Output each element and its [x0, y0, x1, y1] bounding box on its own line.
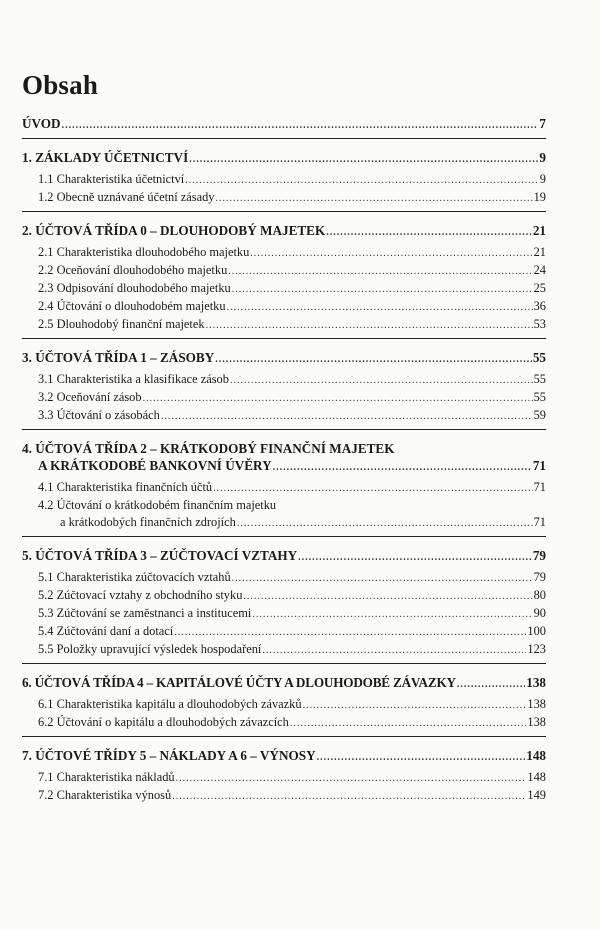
toc-item-2-3[interactable] [22, 280, 546, 298]
toc-item-5-3[interactable] [22, 605, 546, 623]
toc-item-2-2[interactable] [22, 262, 546, 280]
toc-chapter-page: 21 [532, 223, 546, 238]
toc-item-page: 123 [527, 642, 546, 656]
toc-item-page: 25 [533, 281, 546, 295]
dot-leader [213, 480, 533, 497]
toc-item-page: 36 [533, 299, 546, 313]
dot-leader [143, 390, 533, 407]
toc-item-6-1[interactable] [22, 696, 546, 714]
dot-leader [252, 606, 532, 623]
toc-item-label: 2.2 Oceňování dlouhodobého majetku [38, 263, 228, 277]
toc-item-page: 71 [533, 480, 546, 494]
toc-item-7-1[interactable] [22, 769, 546, 787]
toc-chapter-label: 5. ÚČTOVÁ TŘÍDA 3 – ZÚČTOVACÍ VZTAHY [22, 548, 298, 563]
toc-item-label: 5.1 Charakteristika zúčtovacích vztahů [38, 570, 231, 584]
toc-item-page: 55 [533, 390, 546, 404]
toc-chapter-page: 138 [526, 675, 546, 690]
toc-chapter-3[interactable] [22, 349, 546, 368]
dot-leader [185, 172, 539, 189]
toc-item-label: 5.2 Zúčtovací vztahy z obchodního styku [38, 588, 243, 602]
table-of-contents [22, 115, 546, 805]
dot-leader [262, 642, 526, 659]
dot-leader [206, 317, 533, 334]
toc-chapter-page: 148 [526, 748, 546, 763]
toc-chapter-page: 55 [532, 350, 546, 365]
toc-item-label: 5.3 Zúčtování se zaměstnanci a institucemi [38, 606, 252, 620]
toc-item-page: 71 [533, 515, 546, 529]
toc-item-5-1[interactable] [22, 569, 546, 587]
dot-leader [326, 224, 532, 241]
toc-item-4-2[interactable] [22, 514, 546, 532]
toc-chapter-label: 7. ÚČTOVÉ TŘÍDY 5 – NÁKLADY A 6 – VÝNOSY [22, 748, 316, 763]
page-title: Obsah [22, 70, 99, 100]
toc-entry-label: ÚVOD [22, 116, 61, 131]
toc-item-label: 1.1 Charakteristika účetnictví [38, 172, 185, 186]
toc-chapter-label: 6. ÚČTOVÁ TŘÍDA 4 – KAPITÁLOVÉ ÚČTY A DLOUHODOBÉ ZÁVAZKY [22, 675, 456, 690]
toc-item-label: 3.2 Oceňování zásob [38, 390, 142, 404]
toc-item-page: 100 [527, 624, 546, 638]
toc-chapter-page: 79 [532, 548, 546, 563]
dot-leader [230, 372, 533, 389]
dot-leader [228, 263, 532, 280]
toc-item-page: 80 [533, 588, 546, 602]
toc-chapter-5[interactable] [22, 547, 546, 566]
toc-item-label: 5.5 Položky upravující výsledek hospodaření [38, 642, 262, 656]
toc-item-label: 2.1 Charakteristika dlouhodobého majetku [38, 245, 250, 259]
toc-item-2-5[interactable] [22, 316, 546, 334]
divider [22, 211, 546, 212]
toc-item-label: 3.3 Účtování o zásobách [38, 408, 160, 422]
toc-item-5-5[interactable] [22, 641, 546, 659]
toc-item-label: 2.3 Odpisování dlouhodobého majetku [38, 281, 231, 295]
toc-item-6-2[interactable] [22, 714, 546, 732]
toc-item-label: a krátkodobých finančních zdrojích [60, 515, 236, 529]
toc-item-3-2[interactable] [22, 389, 546, 407]
toc-item-label: 2.4 Účtování o dlouhodobém majetku [38, 299, 226, 313]
toc-item-page: 138 [527, 697, 546, 711]
dot-leader [273, 459, 532, 476]
toc-chapter-4-line1[interactable]: 4. ÚČTOVÁ TŘÍDA 2 – KRÁTKODOBÝ FINANČNÍ MAJETEK [22, 441, 395, 456]
toc-item-3-3[interactable] [22, 407, 546, 425]
toc-item-label: 1.2 Obecně uznávané účetní zásady [38, 190, 215, 204]
toc-item-label: 7.1 Charakteristika nákladů [38, 770, 175, 784]
dot-leader [317, 749, 526, 766]
toc-item-page: 59 [533, 408, 546, 422]
toc-entry-intro[interactable] [22, 115, 546, 134]
toc-item-page: 19 [533, 190, 546, 204]
toc-item-page: 24 [533, 263, 546, 277]
divider [22, 138, 546, 139]
dot-leader [227, 299, 533, 316]
toc-item-label: 4.1 Charakteristika finančních účtů [38, 480, 213, 494]
toc-item-label: 6.2 Účtování o kapitálu a dlouhodobých závazcích [38, 715, 289, 729]
toc-item-page: 90 [533, 606, 546, 620]
dot-leader [176, 770, 527, 787]
toc-item-1-2[interactable] [22, 189, 546, 207]
toc-chapter-page: 71 [532, 458, 546, 473]
toc-item-label: 5.4 Zúčtování daní a dotací [38, 624, 174, 638]
toc-item-2-4[interactable] [22, 298, 546, 316]
dot-leader [232, 281, 533, 298]
dot-leader [243, 588, 532, 605]
toc-item-5-4[interactable] [22, 623, 546, 641]
toc-item-1-1[interactable] [22, 171, 546, 189]
toc-item-3-1[interactable] [22, 371, 546, 389]
divider [22, 429, 546, 430]
toc-entry-page: 7 [539, 116, 546, 131]
toc-item-2-1[interactable] [22, 244, 546, 262]
dot-leader [290, 715, 527, 732]
toc-item-page: 138 [527, 715, 546, 729]
toc-chapter-7[interactable] [22, 747, 546, 766]
dot-leader [250, 245, 532, 262]
toc-item-page: 9 [539, 172, 546, 186]
toc-item-label: 3.1 Charakteristika a klasifikace zásob [38, 372, 229, 386]
toc-chapter-page: 9 [539, 150, 546, 165]
toc-item-page: 149 [527, 788, 546, 802]
toc-item-page: 148 [527, 770, 546, 784]
toc-chapter-6[interactable] [22, 674, 546, 693]
dot-leader [161, 408, 533, 425]
toc-chapter-1[interactable] [22, 149, 546, 168]
dot-leader [215, 190, 532, 207]
divider [22, 536, 546, 537]
toc-item-4-1[interactable] [22, 479, 546, 497]
dot-leader [172, 788, 526, 805]
dot-leader [62, 117, 539, 134]
divider [22, 663, 546, 664]
toc-chapter-label: 1. ZÁKLADY ÚČETNICTVÍ [22, 150, 189, 165]
dot-leader [189, 151, 538, 168]
divider [22, 736, 546, 737]
toc-item-page: 79 [533, 570, 546, 584]
toc-item-5-2[interactable] [22, 587, 546, 605]
toc-chapter-label: 2. ÚČTOVÁ TŘÍDA 0 – DLOUHODOBÝ MAJETEK [22, 223, 326, 238]
toc-item-label: 7.2 Charakteristika výnosů [38, 788, 172, 802]
toc-item-page: 55 [533, 372, 546, 386]
toc-chapter-label: A KRÁTKODOBÉ BANKOVNÍ ÚVĚRY [38, 458, 272, 473]
dot-leader [237, 515, 533, 532]
dot-leader [232, 570, 533, 587]
toc-item-7-2[interactable] [22, 787, 546, 805]
dot-leader [174, 624, 526, 641]
dot-leader [457, 676, 525, 693]
toc-item-label: 6.1 Charakteristika kapitálu a dlouhodobých závazků [38, 697, 302, 711]
dot-leader [298, 549, 532, 566]
toc-item-page: 21 [533, 245, 546, 259]
dot-leader [215, 351, 532, 368]
divider [22, 338, 546, 339]
toc-chapter-4[interactable] [22, 457, 546, 476]
toc-item-page: 53 [533, 317, 546, 331]
toc-chapter-label: 3. ÚČTOVÁ TŘÍDA 1 – ZÁSOBY [22, 350, 215, 365]
toc-chapter-2[interactable] [22, 222, 546, 241]
dot-leader [303, 697, 527, 714]
toc-item-4-2-line1[interactable]: 4.2 Účtování o krátkodobém finančním majetku [38, 498, 277, 512]
toc-item-label: 2.5 Dlouhodobý finanční majetek [38, 317, 205, 331]
